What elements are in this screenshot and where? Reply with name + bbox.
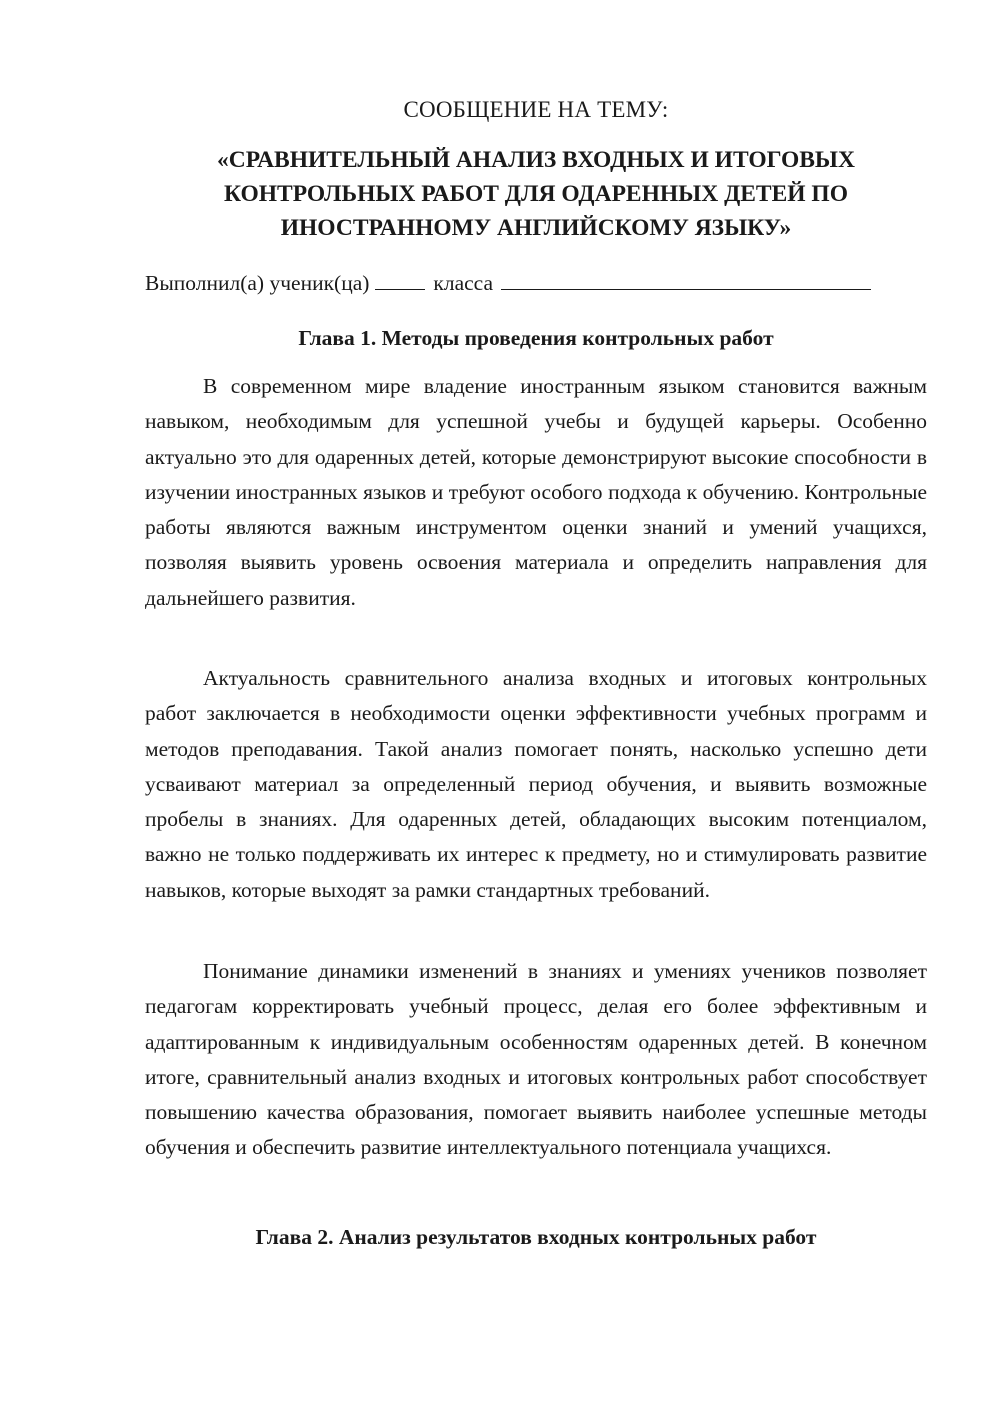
title-line-1: «СРАВНИТЕЛЬНЫЙ АНАЛИЗ ВХОДНЫХ И ИТОГОВЫХ	[217, 147, 855, 173]
chapter-1-paragraph-1: В современном мире владение иностранным языком становится важным навыком, необходимым для успешной учебы и будущей карьеры. Особенно актуально это для одаренных детей, которые демонстрируют высокие способности в изучении иностранных языков и требуют особого подхода к обучению. Контрольные работы являются важным инструментом оценки знаний и умений учащихся, позволяя выявить уровень освоения материала и определить направления для дальнейшего развития.	[145, 374, 927, 610]
signature-line	[145, 268, 927, 298]
chapter-1-heading: Глава 1. Методы проведения контрольных работ	[298, 326, 774, 350]
chapter-1-paragraph-3: Понимание динамики изменений в знаниях и умениях учеников позволяет педагогам корректировать учебный процесс, делая его более эффективным и адаптированным к индивидуальным особенностям одаренных детей. В конечном итоге, сравнительный анализ входных и итоговых контрольных работ способствует повышению качества образования, помогает выявить наиболее успешные методы обучения и обеспечить развитие интеллектуального потенциала учащихся.	[145, 959, 927, 1160]
document-title	[165, 143, 907, 245]
title-line-3: ИНОСТРАННОМУ АНГЛИЙСКОМУ ЯЗЫКУ»	[280, 215, 792, 241]
chapter-2-heading: Глава 2. Анализ результатов входных контрольных работ	[255, 1225, 817, 1249]
name-blank-field	[501, 269, 871, 290]
class-label: класса	[433, 271, 494, 295]
document-type-heading: СООБЩЕНИЕ НА ТЕМУ:	[403, 97, 669, 122]
chapter-1-paragraph-2: Актуальность сравнительного анализа входных и итоговых контрольных работ заключается в необходимости оценки эффективности учебных программ и методов преподавания. Такой анализ помогает понять, насколько успешно дети усваивают материал за определенный период обучения, и выявить возможные пробелы в знаниях. Для одаренных детей, обладающих высоким потенциалом, важно не только поддерживать их интерес к предмету, но и стимулировать развитие навыков, которые выходят за рамки стандартных требований.	[145, 666, 927, 902]
title-line-2: КОНТРОЛЬНЫХ РАБОТ ДЛЯ ОДАРЕННЫХ ДЕТЕЙ ПО	[224, 181, 848, 207]
performed-by-label: Выполнил(а) ученик(ца)	[145, 271, 370, 295]
grade-blank-field	[375, 269, 425, 290]
